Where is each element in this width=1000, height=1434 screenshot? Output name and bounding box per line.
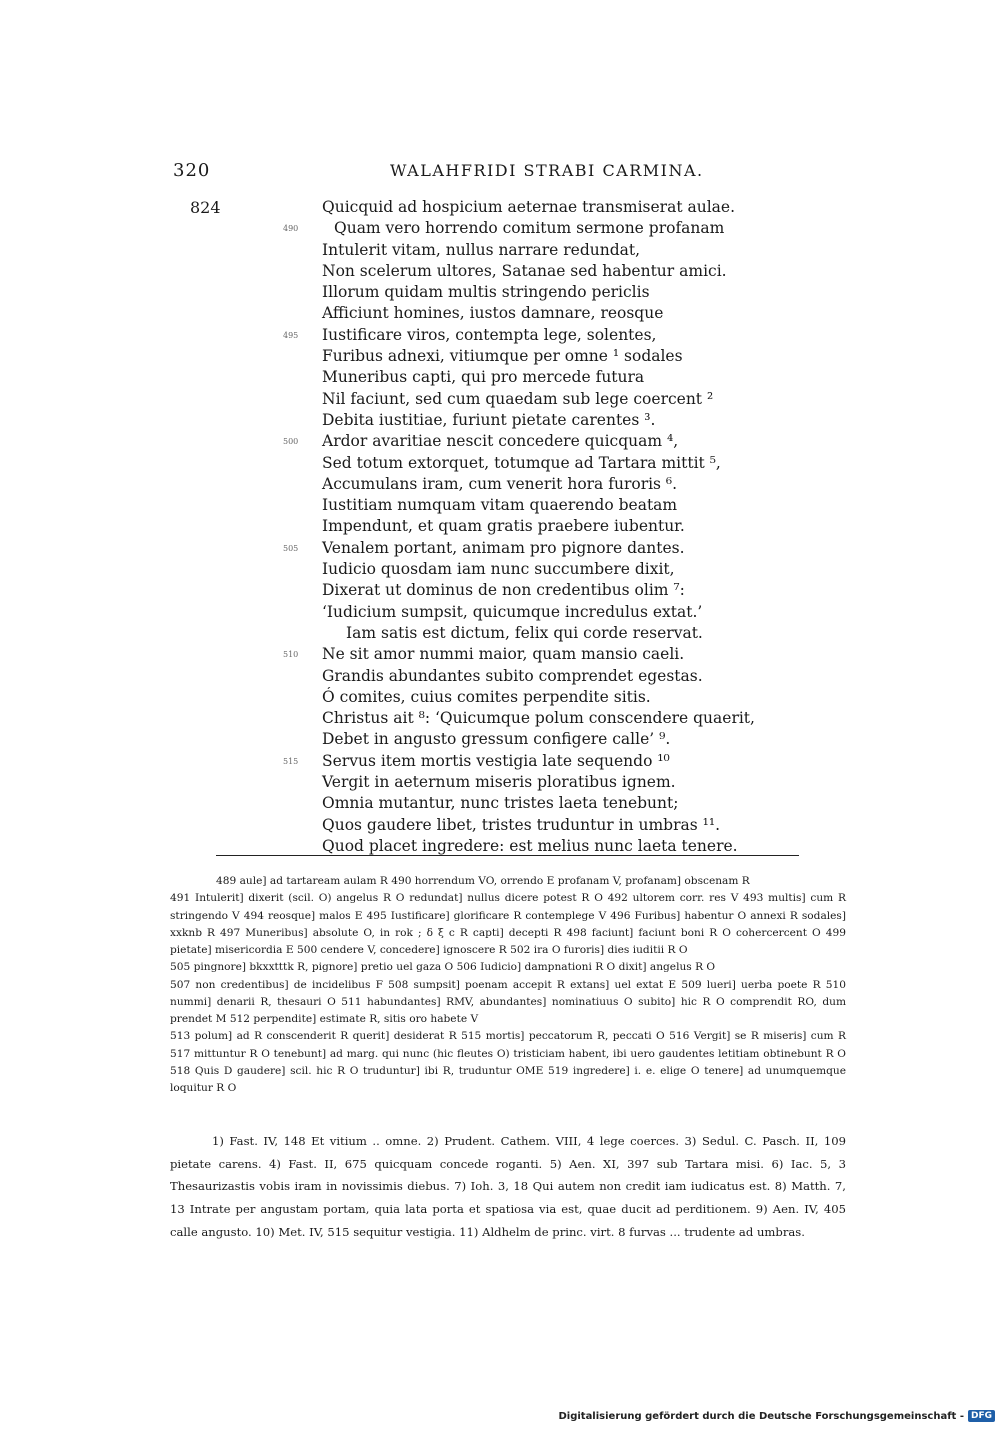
verse-line xyxy=(0,218,1000,239)
verse-text: Accumulans iram, cum venerit hora furoris ⁶. xyxy=(322,474,678,493)
verse-text: Vergit in aeternum miseris ploratibus ignem. xyxy=(322,773,676,792)
apparatus-paragraph: 489 aule] ad tartaream aulam R 490 horrendum VO, orrendo E profanam V, profanam] obscenam R xyxy=(216,875,750,887)
line-number: 505 xyxy=(283,543,299,553)
verse-line xyxy=(0,751,1000,772)
verse-text: Iustitiam numquam vitam quaerendo beatam xyxy=(322,496,678,515)
dfg-banner xyxy=(558,1410,995,1422)
verse-line xyxy=(0,282,1000,303)
verse-line xyxy=(0,559,1000,580)
verse-text: Illorum quidam multis stringendo periclis xyxy=(322,283,650,302)
running-head: WALAHFRIDI STRABI CARMINA. xyxy=(390,161,704,180)
verse-text: Impendunt, et quam gratis praebere iubentur. xyxy=(322,517,685,536)
verse-line xyxy=(0,623,1000,644)
verse-line xyxy=(0,240,1000,261)
apparatus-paragraph: 513 polum] ad R conscenderit R querit] desiderat R 515 mortis] peccatorum R, peccati O 516 Vergit] se R miseris] cum R 517 mittuntur R O tenebunt] ad marg. qui nunc (hic fleutes O) tristiciam habent, ibi uero gaudentes letitiam obtinebunt R O 518 Quis D gaudere] scil. hic R O truduntur] ibi R, truduntur OME 519 ingredere] i. e. elige O tenere] ad unumquemque loquitur R O xyxy=(170,1030,846,1094)
verse-line xyxy=(0,580,1000,601)
verse-line xyxy=(0,495,1000,516)
verse-text: Iudicio quosdam iam nunc succumbere dixit, xyxy=(322,560,675,579)
verse-text: Quod placet ingredere: est melius nunc laeta tenere. xyxy=(322,836,738,855)
verse-text: Ó comites, cuius comites perpendite sitis. xyxy=(322,687,651,706)
verse-line xyxy=(0,729,1000,750)
line-number: 495 xyxy=(283,330,299,340)
margin-number: 824 xyxy=(190,198,221,217)
verse-text: Christus ait ⁸: ‘Quicumque polum conscendere quaerit, xyxy=(322,709,755,728)
verse-text: Sed totum extorquet, totumque ad Tartara mittit ⁵, xyxy=(322,453,721,472)
verse-line xyxy=(0,815,1000,836)
footnotes xyxy=(170,1130,846,1244)
verse-line xyxy=(0,602,1000,623)
verse-text: Muneribus capti, qui pro mercede futura xyxy=(322,368,645,387)
verse-text: Intulerit vitam, nullus narrare redundat, xyxy=(322,240,641,259)
verse-text: Quam vero horrendo comitum sermone profanam xyxy=(334,219,725,238)
verse-text: Quicquid ad hospicium aeternae transmiserat aulae. xyxy=(322,198,735,216)
verse-text: Dixerat ut dominus de non credentibus olim ⁷: xyxy=(322,581,685,600)
page-number: 320 xyxy=(173,160,211,181)
footnote-text: 1) Fast. IV, 148 Et vitium .. omne. 2) Prudent. Cathem. VIII, 4 lege coerces. 3) Sedul. C. Pasch. II, 109 pietate carens. 4) Fast. II, 675 quicquam concede roganti. 5) Aen. XI, 397 sub Tartara misi. 6) Iac. 5, 3 Thesaurizastis vobis iram in novissimis diebus. 7) Ioh. 3, 18 Qui autem non credit iam iudicatus est. 8) Matth. 7, 13 Intrate per angustam portam, quia lata porta et spatiosa via est, quae ducit ad perditionem. 9) Aen. IV, 405 calle angusto. 10) Met. IV, 515 sequitur vestigia. 11) Aldhelm de princ. virt. 8 furvas ... trudente ad umbras. xyxy=(170,1134,846,1239)
verse-text: Grandis abundantes subito comprendet egestas. xyxy=(322,666,703,685)
verse-text: Omnia mutantur, nunc tristes laeta tenebunt; xyxy=(322,794,679,813)
verse-line xyxy=(0,453,1000,474)
line-number: 515 xyxy=(283,756,299,766)
poem xyxy=(0,197,1000,857)
verse-line xyxy=(0,836,1000,857)
verse-line xyxy=(0,389,1000,410)
apparatus-paragraph: 505 pingnore] bkxxtttk R, pignore] pretio uel gaza O 506 Iudicio] dampnationi R O dixit] angelus R O xyxy=(170,961,716,974)
verse-text: Ne sit amor nummi maior, quam mansio caeli. xyxy=(322,645,685,664)
verse-text: Venalem portant, animam pro pignore dantes. xyxy=(322,538,685,557)
verse-line xyxy=(0,644,1000,665)
verse-text: Iam satis est dictum, felix qui corde reservat. xyxy=(346,623,703,642)
verse-line xyxy=(0,708,1000,729)
line-number: 490 xyxy=(283,224,299,234)
verse-text: Afficiunt homines, iustos damnare, reosque xyxy=(322,304,664,323)
verse-text: Ardor avaritiae nescit concedere quicquam ⁴, xyxy=(322,432,679,451)
verse-text: Servus item mortis vestigia late sequendo ¹⁰ xyxy=(322,751,670,770)
dfg-logo-icon: DFG xyxy=(968,1410,995,1422)
verse-line xyxy=(0,410,1000,431)
banner-text: Digitalisierung gefördert durch die Deutsche Forschungsgemeinschaft - xyxy=(558,1410,964,1422)
verse-line xyxy=(0,772,1000,793)
apparatus-paragraph: 507 non credentibus] de incidelibus F 508 sumpsit] poenam accepit R extans] uel extat E 509 lueri] uerba poete R 510 nummi] denarii R, thesauri O 511 habundantes] RMV, abundantes] nominatiuus O subito] hic R O comprendit RO, dum prendet M 512 perpendite] estimate R, sitis oro habete V xyxy=(170,978,846,1025)
verse-line xyxy=(0,303,1000,324)
verse-text: Debita iustitiae, furiunt pietate carentes ³. xyxy=(322,410,656,429)
verse-text: Debet in angusto gressum configere calle’ ⁹. xyxy=(322,730,671,749)
verse-text: Nil faciunt, sed cum quaedam sub lege coercent ² xyxy=(322,389,714,408)
verse-line xyxy=(0,666,1000,687)
line-number: 500 xyxy=(283,437,299,447)
apparatus-paragraph: 491 Intulerit] dixerit (scil. O) angelus R O redundat] nullus dicere potest R O 492 ultorem corr. res V 493 multis] cum R stringendo V 494 reosque] malos E 495 Iustificare] glorificare R contemplege V 496 Furibus] habentur O annexi R sodales] xxknb R 497 Muneribus] absolute O, in rok ; δ ξ c R capti] decepti R 498 faciunt] faciunt boni R O cohercercent O 499 pietate] misericordia E 500 cendere V, concedere] ignoscere R 502 ira O furoris] dies iuditii R O xyxy=(170,892,846,956)
verse-text: Non scelerum ultores, Satanae sed habentur amici. xyxy=(322,261,727,280)
verse-text: Furibus adnexi, vitiumque per omne ¹ sodales xyxy=(322,347,683,366)
verse-line xyxy=(0,793,1000,814)
divider xyxy=(216,855,799,856)
critical-apparatus xyxy=(170,873,846,1097)
verse-line xyxy=(0,346,1000,367)
verse-line xyxy=(0,325,1000,346)
verse-line xyxy=(0,474,1000,495)
verse-text: Iustificare viros, contempta lege, solentes, xyxy=(322,325,657,344)
verse-line xyxy=(0,538,1000,559)
verse-line xyxy=(0,431,1000,452)
line-number: 510 xyxy=(283,650,299,660)
verse-line xyxy=(0,261,1000,282)
verse-text: ‘Iudicium sumpsit, quicumque incredulus extat.’ xyxy=(322,602,703,621)
verse-line xyxy=(0,367,1000,388)
verse-line xyxy=(0,687,1000,708)
verse-line xyxy=(0,516,1000,537)
verse-line xyxy=(0,197,1000,218)
verse-text: Quos gaudere libet, tristes truduntur in umbras ¹¹. xyxy=(322,815,720,834)
